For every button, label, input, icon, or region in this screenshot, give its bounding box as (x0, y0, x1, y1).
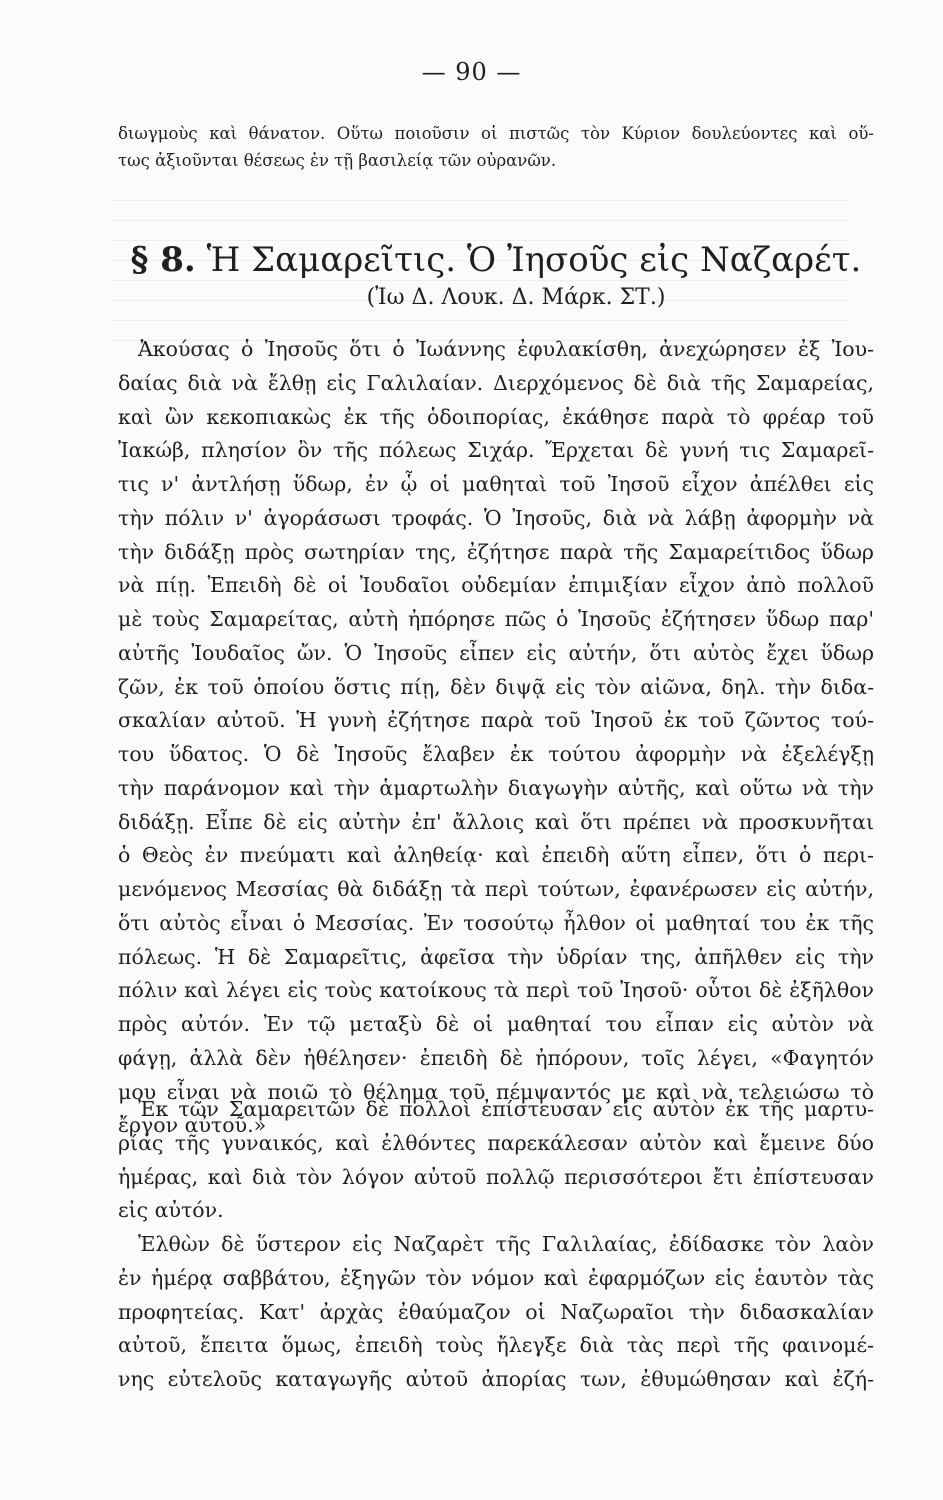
text-line: καὶ ὢν κεκοπιακὼς ἐκ τῆς ὁδοιπορίας, ἐκάθησε παρὰ τὸ φρέαρ τοῦ (118, 404, 874, 429)
text-line: τὴν διδάξῃ πρὸς σωτηρίαν της, ἐζήτησε παρὰ τῆς Σαμαρείτιδος ὕδωρ (118, 539, 874, 564)
section-heading (118, 240, 874, 280)
text-line: μου εἶναι νὰ ποιῶ τὸ θέλημα τοῦ πέμψαντός με καὶ νὰ τελειώσω τὸ (118, 1079, 874, 1104)
text-line: αὐτῆς Ἰουδαῖος ὤν. Ὁ Ἰησοῦς εἶπεν εἰς αὐτήν, ὅτι αὐτὸς ἔχει ὕδωρ (118, 640, 874, 665)
text-line: αὐτοῦ, ἔπειτα ὅμως, ἐπειδὴ τοὺς ἤλεγξε διὰ τὰς περὶ τῆς φαινομέ- (118, 1333, 874, 1358)
text-line: τὴν παράνομον καὶ τὴν ἁμαρτωλὴν διαγωγὴν αὐτῆς, καὶ οὕτω νὰ τὴν (118, 775, 874, 800)
text-line: ἐν ἡμέρᾳ σαββάτου, ἐξηγῶν τὸν νόμον καὶ ἐφαρμόζων εἰς ἑαυτὸν τὰς (118, 1265, 874, 1290)
text-line: ρίας τῆς γυναικός, καὶ ἐλθόντες παρεκάλεσαν αὐτὸν καὶ ἔμεινε δύο (118, 1130, 874, 1155)
text-line: τὴν πόλιν ν' ἀγοράσωσι τροφάς. Ὁ Ἰησοῦς, διὰ νὰ λάβῃ ἀφορμὴν νὰ (118, 505, 874, 530)
text-line: σκαλίαν αὐτοῦ. Ἡ γυνὴ ἐζήτησε παρὰ τοῦ Ἰησοῦ ἐκ τοῦ ζῶντος τού- (118, 708, 874, 733)
text-line: Ἰακώβ, πλησίον ὂν τῆς πόλεως Σιχάρ. Ἔρχεται δὲ γυνή τις Σαμαρεῖ- (118, 438, 874, 463)
text-line: διωγμοὺς καὶ θάνατον. Οὕτω ποιοῦσιν οἱ πιστῶς τὸν Κύριον δουλεύοντες καὶ οὕ- (118, 124, 874, 143)
text-line: του ὕδατος. Ὁ δὲ Ἰησοῦς ἔλαβεν ἐκ τούτου ἀφορμὴν νὰ ἐξελέγξῃ (118, 742, 874, 766)
text-line: Ἀκούσας ὁ Ἰησοῦς ὅτι ὁ Ἰωάννης ἐφυλακίσθη, ἀνεχώρησεν ἐξ Ἰου- (138, 337, 874, 361)
section-number: § 8. (130, 240, 196, 280)
text-line: τις ν' ἀντλήσῃ ὕδωρ, ἐν ᾧ οἱ μαθηταὶ τοῦ Ἰησοῦ εἶχον ἀπέλθει εἰς (118, 472, 874, 496)
text-line: μὲ τοὺς Σαμαρείτας, αὐτὴ ἠπόρησε πῶς ὁ Ἰησοῦς ἐζήτησεν ὕδωρ παρ' (118, 607, 874, 631)
paragraph-samaritans-believe (118, 1093, 874, 1228)
text-line: ἔργον αὐτοῦ.» (118, 1113, 267, 1138)
section-title: Ἡ Σαμαρεῖτις. Ὁ Ἰησοῦς εἰς Ναζαρέτ. (206, 240, 862, 280)
text-line: ὁ Θεὸς ἐν πνεύματι καὶ ἀληθείᾳ· καὶ ἐπειδὴ αὕτη εἶπεν, ὅτι ὁ περι- (118, 843, 874, 868)
text-line: νης εὐτελοῦς καταγωγῆς αὐτοῦ ἀπορίας των, ἐθυμώθησαν καὶ ἐζή- (118, 1367, 874, 1391)
text-line: νὰ πίῃ. Ἐπειδὴ δὲ οἱ Ἰουδαῖοι οὐδεμίαν ἐπιμιξίαν εἶχον ἀπὸ πολλοῦ (118, 573, 874, 598)
text-line: μενόμενος Μεσσίας θὰ διδάξῃ τὰ περὶ τούτων, ἐφανέρωσεν εἰς αὐτήν, (118, 877, 874, 901)
text-line: δαίας διὰ νὰ ἔλθῃ εἰς Γαλιλαίαν. Διερχόμενος δὲ διὰ τῆς Σαμαρείας, (118, 370, 874, 395)
text-line: διδάξῃ. Εἶπε δὲ εἰς αὐτὴν ἐπ' ἄλλοις καὶ ὅτι πρέπει νὰ προσκυνῆται (118, 809, 874, 834)
paragraph-samaritan-woman (118, 333, 874, 1143)
text-line: Ἐλθὼν δὲ ὕστερον εἰς Ναζαρὲτ τῆς Γαλιλαίας, ἐδίδασκε τὸν λαὸν (138, 1232, 874, 1256)
opening-paragraph (118, 120, 874, 174)
text-line: πόλεως. Ἡ δὲ Σαμαρεῖτις, ἀφεῖσα τὴν ὑδρίαν της, ἀπῆλθεν εἰς τὴν (118, 944, 874, 969)
paragraph-nazareth (118, 1228, 874, 1397)
text-line: τως ἀξιοῦνται θέσεως ἐν τῇ βασιλείᾳ τῶν οὐρανῶν. (118, 151, 557, 170)
text-line: Ἐκ τῶν Σαμαρειτῶν δὲ πολλοὶ ἐπίστευσαν εἰς αὐτὸν ἐκ τῆς μαρτυ- (138, 1097, 874, 1121)
section-references: (Ἰω Δ. Λουκ. Δ. Μάρκ. ΣΤ.) (366, 285, 666, 310)
text-line: πρὸς αὐτόν. Ἐν τῷ μεταξὺ δὲ οἱ μαθηταί του εἶπαν εἰς αὐτὸν νὰ (118, 1012, 874, 1036)
text-line: προφητείας. Κατ' ἀρχὰς ἐθαύμαζον οἱ Ναζωραῖοι τὴν διδασκαλίαν (118, 1299, 874, 1324)
text-line: φάγῃ, ἀλλὰ δὲν ἠθέλησεν· ἐπειδὴ δὲ ἠπόρουν, τοῖς λέγει, «Φαγητόν (118, 1045, 874, 1070)
text-line: ὅτι αὐτὸς εἶναι ὁ Μεσσίας. Ἐν τοσούτῳ ἦλθον οἱ μαθηταί του ἐκ τῆς (118, 910, 874, 935)
text-line: ζῶν, ἐκ τοῦ ὁποίου ὅστις πίῃ, δὲν διψᾷ εἰς τὸν αἰῶνα, δηλ. τὴν διδα- (118, 674, 874, 699)
text-line: πόλιν καὶ λέγει εἰς τοὺς κατοίκους τὰ περὶ τοῦ Ἰησοῦ· οὗτοι δὲ ἐξῆλθον (118, 978, 874, 1003)
text-line: εἰς αὐτόν. (118, 1198, 224, 1223)
page-number: — 90 — (421, 58, 522, 86)
text-line: ἡμέρας, καὶ διὰ τὸν λόγον αὐτοῦ πολλῷ περισσότεροι ἔτι ἐπίστευσαν (118, 1164, 874, 1189)
